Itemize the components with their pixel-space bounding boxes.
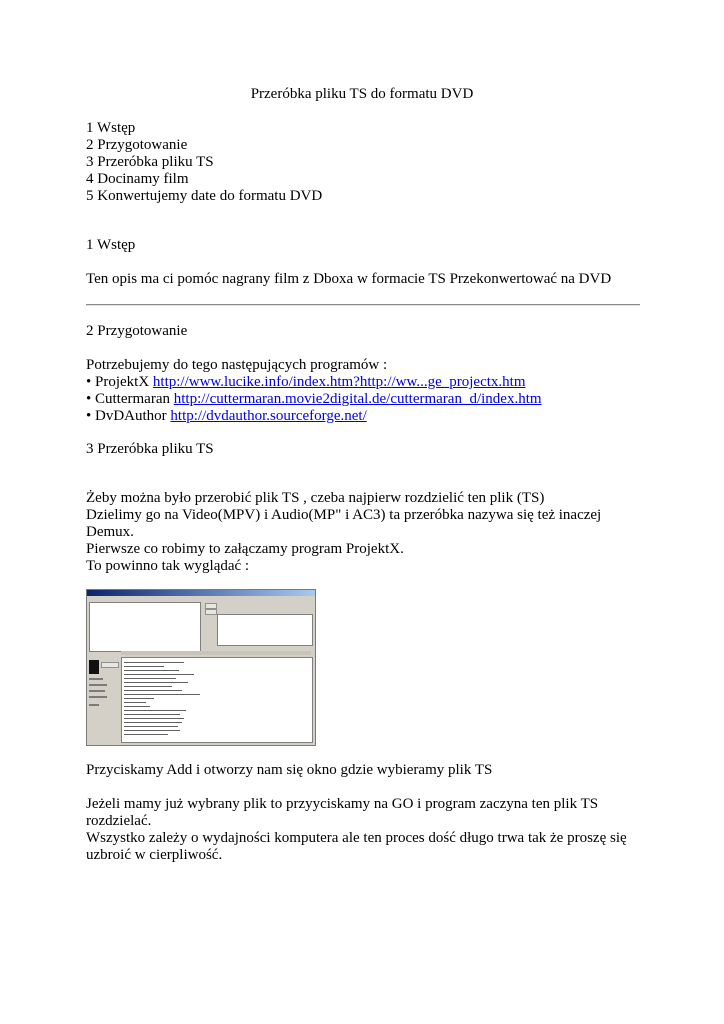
toc-item: 1 Wstęp	[86, 120, 136, 136]
log-line	[124, 714, 180, 715]
toc-item: 2 Przygotowanie	[86, 137, 188, 153]
log-line	[124, 730, 180, 731]
preview-area	[89, 660, 99, 674]
log-panel	[121, 657, 313, 743]
paragraph-line: Pierwsze co robimy to załączamy program ProjektX.	[86, 541, 404, 557]
paragraph-line: Wszystko zależy o wydajności komputera ale ten proces dość długo trwa tak że proszę się	[86, 830, 627, 846]
program-link[interactable]: http://www.lucike.info/index.htm?http://ww...ge_projectx.htm	[152, 374, 526, 390]
log-line	[124, 666, 164, 667]
section-heading: 1 Wstęp	[86, 237, 136, 253]
log-line	[124, 734, 168, 735]
paragraph-line: To powinno tak wyglądać :	[86, 558, 250, 574]
horizontal-rule	[86, 304, 640, 306]
log-line	[124, 662, 184, 663]
program-name: • ProjektX	[86, 374, 153, 390]
tab-strip	[121, 651, 311, 655]
page-title: Przeróbka pliku TS do formatu DVD	[250, 86, 474, 102]
toc-item: 3 Przeróbka pliku TS	[86, 154, 214, 170]
option-line	[89, 684, 107, 686]
log-line	[124, 726, 178, 727]
section-heading: 2 Przygotowanie	[86, 323, 188, 339]
toc-item: 4 Docinamy film	[86, 171, 189, 187]
paragraph: Potrzebujemy do tego następujących programów :	[86, 357, 388, 373]
right-list	[217, 614, 313, 646]
option-line	[89, 690, 105, 692]
program-name: • DvDAuthor	[86, 408, 171, 424]
section-heading: 3 Przeróbka pliku TS	[86, 441, 214, 457]
log-line	[124, 702, 146, 703]
log-line	[124, 686, 172, 687]
log-line	[124, 710, 186, 711]
program-list-item	[86, 391, 542, 408]
option-line	[89, 678, 103, 680]
log-line	[124, 722, 182, 723]
window-menubar	[87, 596, 315, 600]
file-list-panel	[89, 602, 201, 652]
log-line	[124, 694, 200, 695]
log-line	[124, 698, 154, 699]
remove-button-thumb	[205, 609, 217, 615]
log-line	[124, 718, 184, 719]
paragraph-line: rozdzielać.	[86, 813, 152, 829]
program-name: • Cuttermaran	[86, 391, 174, 407]
log-line	[124, 678, 176, 679]
program-link[interactable]: http://dvdauthor.sourceforge.net/	[170, 408, 367, 424]
go-button-thumb	[101, 662, 119, 668]
program-link[interactable]: http://cuttermaran.movie2digital.de/cuttermaran_d/index.htm	[173, 391, 542, 407]
option-line	[89, 704, 99, 706]
paragraph-line: Dzielimy go na Video(MPV) i Audio(MP" i AC3) ta przeróbka nazywa się też inaczej	[86, 507, 602, 523]
log-line	[124, 690, 182, 691]
projectx-screenshot-image	[86, 589, 316, 746]
log-line	[124, 670, 179, 671]
paragraph-line: Jeżeli mamy już wybrany plik to przyyciskamy na GO i program zaczyna ten plik TS	[86, 796, 599, 812]
paragraph-line: Demux.	[86, 524, 134, 540]
option-line	[89, 696, 107, 698]
paragraph: Ten opis ma ci pomóc nagrany film z Dboxa w formacie TS Przekonwertować na DVD	[86, 271, 612, 287]
program-list-item	[86, 374, 526, 391]
paragraph-line: uzbroić w cierpliwość.	[86, 847, 223, 863]
log-line	[124, 674, 194, 675]
paragraph-line: Żeby można było przerobić plik TS , czeba najpierw rozdzielić ten plik (TS)	[86, 490, 545, 506]
toc-item: 5 Konwertujemy date do formatu DVD	[86, 188, 323, 204]
log-line	[124, 706, 150, 707]
log-line	[124, 682, 188, 683]
paragraph: Przyciskamy Add i otworzy nam się okno gdzie wybieramy plik TS	[86, 762, 493, 778]
program-list-item	[86, 408, 367, 425]
